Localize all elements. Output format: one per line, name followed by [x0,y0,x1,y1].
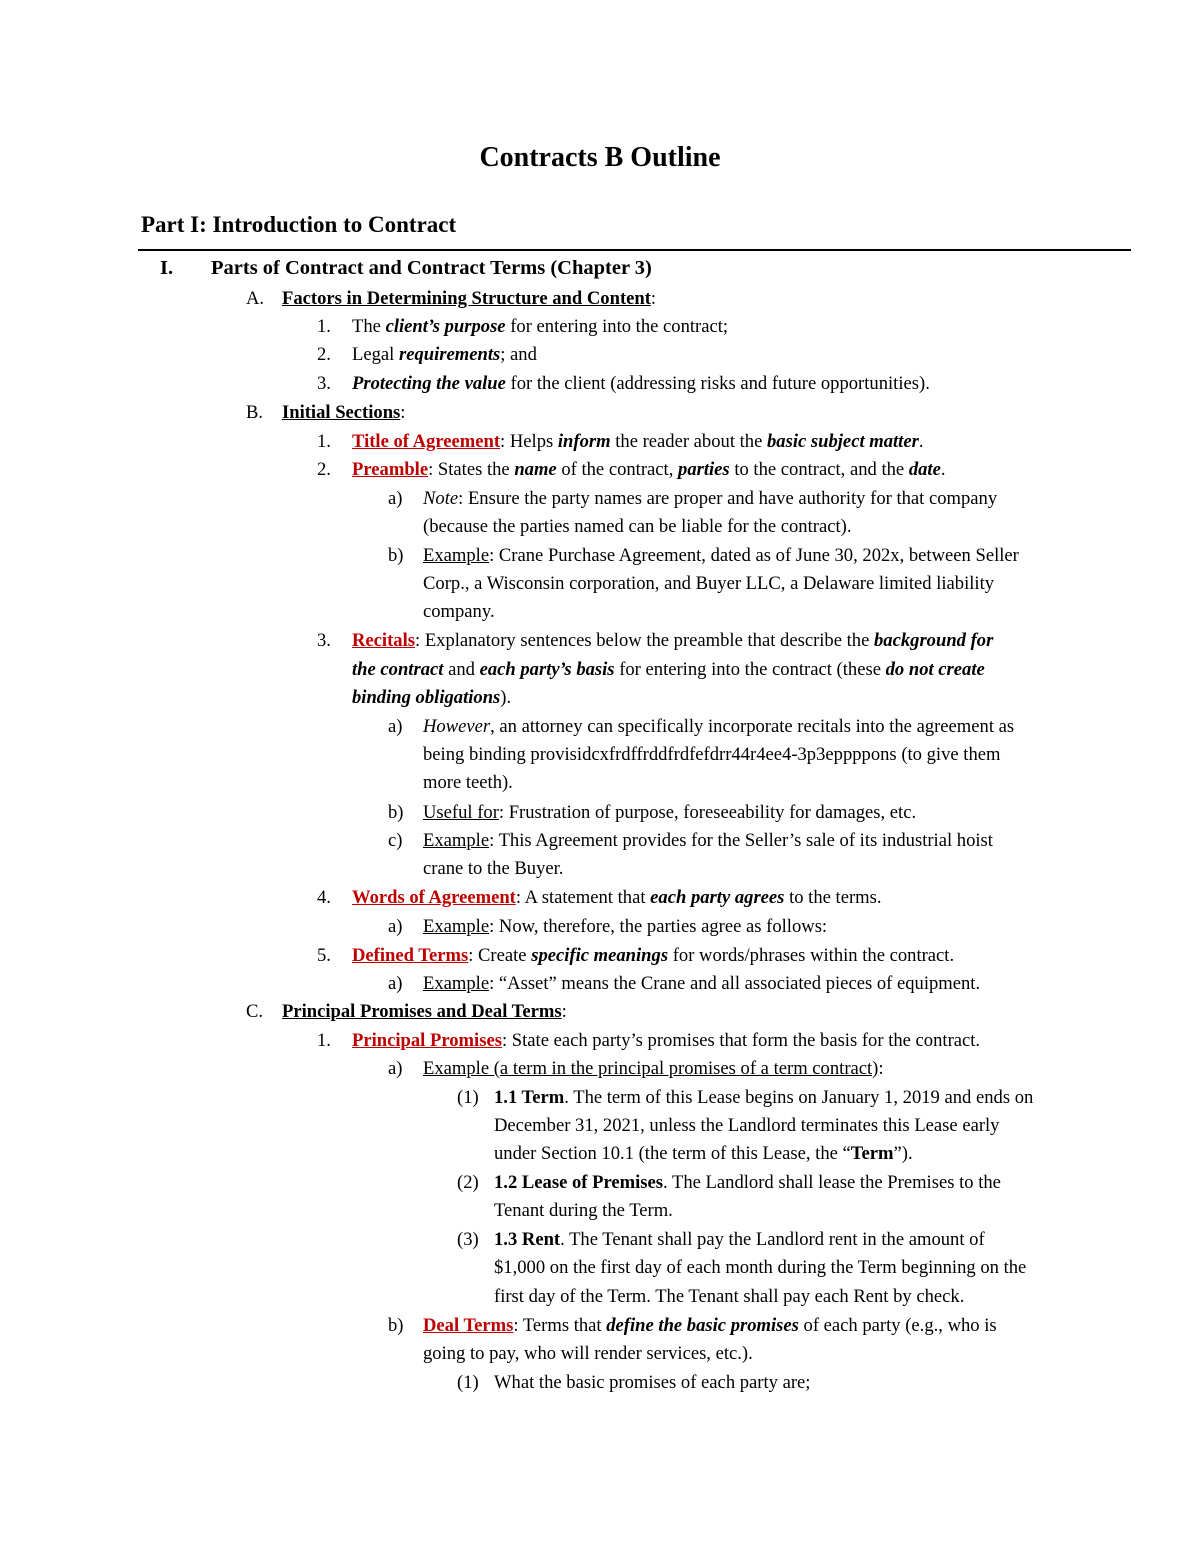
list-item-continued: company. [423,601,495,622]
subheading-b: Initial Sections: [282,402,406,423]
outline-number: 1. [317,316,331,337]
outline-letter: a) [388,973,403,994]
page-title: Contracts B Outline [479,142,721,173]
subheading-a: Factors in Determining Structure and Content: [282,288,657,309]
list-item: Defined Terms: Create specific meanings for words/phrases within the contract. [352,945,955,966]
list-item: Example: Crane Purchase Agreement, dated as of June 30, 202x, between Seller [423,545,1019,566]
list-item: The client’s purpose for entering into the contract; [352,316,729,337]
section-number: I. [160,257,174,279]
outline-letter: c) [388,830,403,851]
outline-number: 4. [317,887,331,908]
outline-number: 2. [317,459,331,480]
list-item-continued: first day of the Term. The Tenant shall pay each Rent by check. [494,1286,965,1307]
outline-label: B. [246,402,264,423]
outline-number: 1. [317,1030,331,1051]
list-item-continued: under Section 10.1 (the term of this Lease, the “Term”). [494,1143,913,1164]
list-item: Words of Agreement: A statement that each party agrees to the terms. [352,887,882,908]
list-item: Example: “Asset” means the Crane and all associated pieces of equipment. [423,973,981,994]
outline-number: 3. [317,373,331,394]
list-item-continued: crane to the Buyer. [423,858,564,879]
outline-letter: b) [388,802,404,823]
list-item: Title of Agreement: Helps inform the reader about the basic subject matter. [352,431,924,452]
list-item: Preamble: States the name of the contract, parties to the contract, and the date. [352,459,946,480]
outline-paren-number: (3) [457,1229,479,1250]
outline-label: C. [246,1001,264,1022]
list-item-continued: going to pay, who will render services, etc.). [423,1343,753,1364]
part-heading: Part I: Introduction to Contract [141,212,457,237]
list-item: Recitals: Explanatory sentences below the preamble that describe the background for [352,630,994,651]
list-item: Example (a term in the principal promises of a term contract): [423,1058,884,1079]
list-item: However, an attorney can specifically incorporate recitals into the agreement as [423,716,1015,737]
list-item: 1.1 Term. The term of this Lease begins on January 1, 2019 and ends on [494,1087,1034,1108]
list-item-continued: the contract and each party’s basis for entering into the contract (these do not create [352,659,985,680]
list-item-continued: binding obligations). [352,687,512,708]
outline-paren-number: (1) [457,1372,479,1393]
list-item: What the basic promises of each party are; [494,1372,811,1393]
heading-rule [138,249,1131,251]
list-item-continued: more teeth). [423,772,513,793]
outline-letter: a) [388,916,403,937]
list-item: Protecting the value for the client (addressing risks and future opportunities). [352,373,930,394]
list-item-continued: (because the parties named can be liable for the contract). [423,516,852,537]
list-item: Example: This Agreement provides for the Seller’s sale of its industrial hoist [423,830,993,851]
outline-number: 2. [317,344,331,365]
outline-letter: b) [388,545,404,566]
list-item-continued: $1,000 on the first day of each month during the Term beginning on the [494,1257,1027,1278]
outline-letter: a) [388,1058,403,1079]
outline-letter: a) [388,488,403,509]
list-item: Useful for: Frustration of purpose, foreseeability for damages, etc. [423,802,917,823]
subheading-c: Principal Promises and Deal Terms: [282,1001,567,1022]
section-heading: Parts of Contract and Contract Terms (Chapter 3) [211,257,652,279]
list-item: Legal requirements; and [352,344,537,365]
outline-letter: b) [388,1315,404,1336]
outline-paren-number: (2) [457,1172,479,1193]
list-item: Note: Ensure the party names are proper and have authority for that company [423,488,998,509]
outline-label: A. [246,288,265,309]
list-item: Example: Now, therefore, the parties agree as follows: [423,916,828,937]
outline-number: 5. [317,945,331,966]
list-item-continued: December 31, 2021, unless the Landlord terminates this Lease early [494,1115,1000,1136]
list-item: Principal Promises: State each party’s promises that form the basis for the contract. [352,1030,981,1051]
list-item-continued: Corp., a Wisconsin corporation, and Buyer LLC, a Delaware limited liability [423,573,995,594]
list-item: 1.2 Lease of Premises. The Landlord shall lease the Premises to the [494,1172,1001,1193]
list-item-continued: Tenant during the Term. [494,1200,673,1221]
outline-letter: a) [388,716,403,737]
list-item: Deal Terms: Terms that define the basic promises of each party (e.g., who is [423,1315,997,1336]
list-item: 1.3 Rent. The Tenant shall pay the Landlord rent in the amount of [494,1229,985,1250]
outline-paren-number: (1) [457,1087,479,1108]
list-item-continued: being binding provisidcxfrdffrddfrdfefdrr44r4ee4-3p3eppppons (to give them [423,744,1001,765]
outline-number: 3. [317,630,331,651]
outline-number: 1. [317,431,331,452]
